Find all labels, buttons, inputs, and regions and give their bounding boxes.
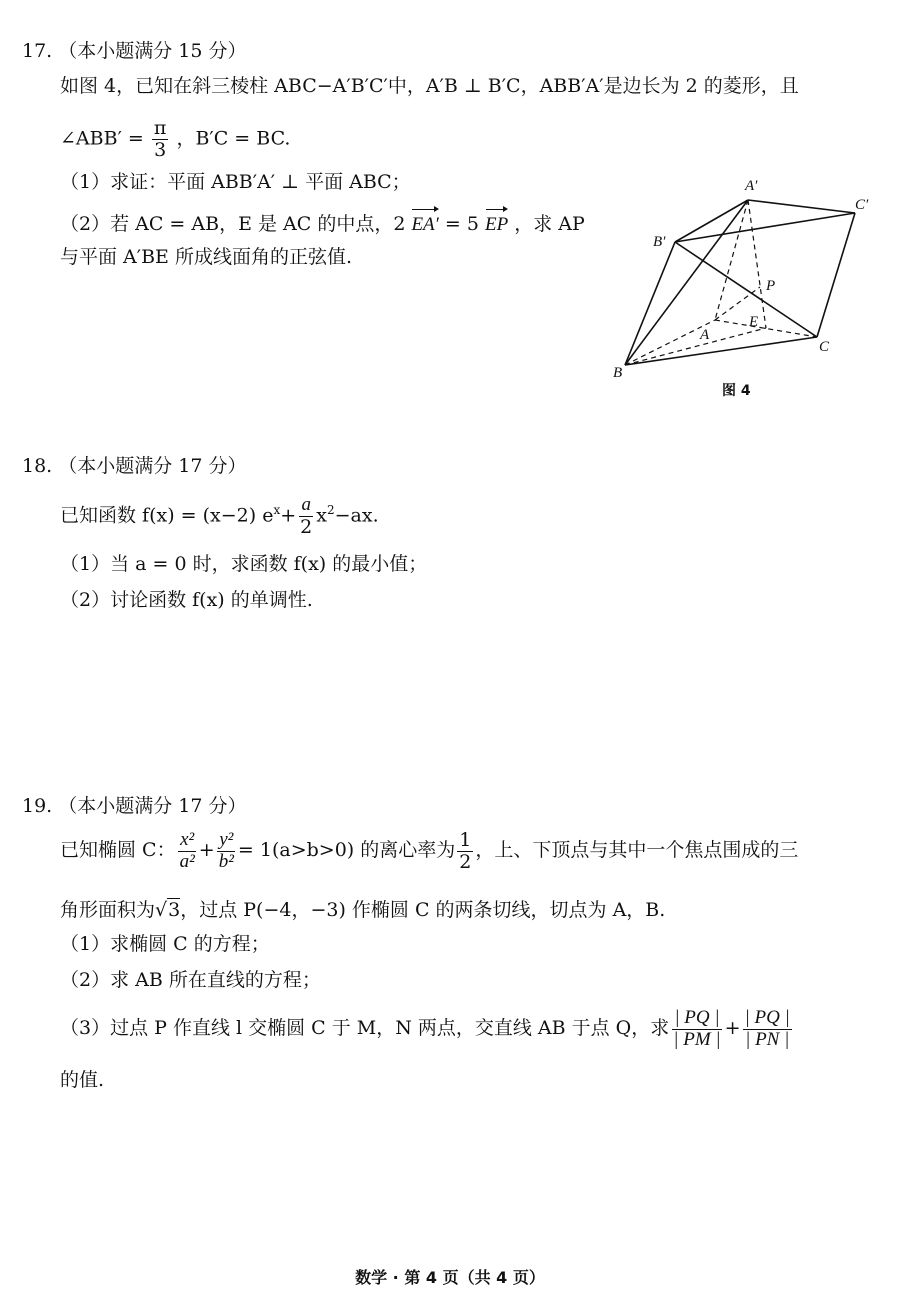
q18-stem-exp: x [273,503,281,517]
q19-header [22,792,247,820]
q18-header [22,452,247,480]
page-footer: 数学 · 第 4 页（共 4 页） [355,1268,545,1287]
q17-score: （本小题满分 15 分） [58,40,247,62]
q19-part3-f2-num: | PQ | [744,1006,790,1028]
q19-number: 19. [22,795,53,817]
q17-stem-rest: ，B′C = BC. [176,127,291,150]
q19-stem-line1 [60,826,798,874]
q19-part3-line2: 的值. [60,1069,105,1091]
q17-part2-line1 [60,210,585,239]
q19-line2-b: ，过点 P(−4，−3) 作椭圆 C 的两条切线，切点为 A，B. [180,899,666,921]
figure-caption: 图 4 [722,383,751,399]
q19-stem-c: ，上、下顶点与其中一个焦点围成的三 [475,839,799,861]
q17-stem-line2 [60,118,290,161]
q19-sqrt-value: 3 [168,899,181,921]
q17-frac-num: π [153,117,167,139]
q17-frac-den: 3 [154,138,167,161]
q18-part1: （1）当 a = 0 时，求函数 f(x) 的最小值； [60,553,428,575]
q17-header [22,37,247,65]
label-P: P [766,278,776,294]
q19-part3-frac2 [743,1008,792,1051]
q19-part2: （2）求 AB 所在直线的方程； [60,969,321,991]
edge-A1E-hidden [748,200,766,328]
q17-part2-c: ，求 AP [514,213,585,235]
q18-score: （本小题满分 17 分） [58,455,247,477]
label-C: C [819,339,830,355]
q19-plus: + [198,839,215,861]
q19-part3-plus: + [724,1017,741,1039]
q17-part2-b: = 5 [444,213,479,235]
label-A1: A′ [745,178,758,194]
q19-stem-b: = 1(a>b>0) 的离心率为 [237,839,456,861]
q19-frac1-num: x² [180,828,195,850]
label-B: B [613,365,623,380]
edge-BC [625,337,817,365]
q19-part3-f1-num: | PQ | [674,1006,720,1028]
label-B1: B′ [653,234,666,250]
q18-stem-c: −ax. [334,504,379,527]
q19-frac2-den: b² [218,850,234,872]
q18-stem-a: 已知函数 f(x) = (x−2) e [60,504,274,527]
q18-frac-den: 2 [300,515,313,538]
edge-B1C [675,242,817,337]
q19-stem-line2 [60,896,665,924]
q18-stem [60,490,379,538]
edge-BE-hidden [625,328,766,365]
edge-B1B [625,242,675,365]
q19-part3-frac1 [671,1008,722,1051]
label-A: A [700,327,710,343]
q17-angle-fraction [152,118,169,161]
edge-A1C1 [748,200,855,213]
q19-frac1-den: a² [179,850,195,872]
edge-A1A-hidden [715,200,748,320]
label-C1: C′ [855,197,869,213]
q19-line2-a: 角形面积为 [60,899,156,921]
q19-stem-a: 已知椭圆 C： [60,839,176,861]
q18-frac-num: a [301,493,311,515]
edge-C1C [817,213,855,337]
q18-number: 18. [22,455,53,477]
q19-part1: （1）求椭圆 C 的方程； [60,933,270,955]
q19-frac1 [178,830,197,873]
q19-score: （本小题满分 17 分） [58,795,247,817]
q18-stem-b-exp: 2 [326,503,335,517]
prism-figure [605,170,890,380]
q19-part3-f1-den: | PM | [673,1028,721,1050]
q17-angle: ∠ABB′ = [60,127,144,150]
q19-ecc-frac [457,830,473,873]
q17-vector-EP: EP [485,211,508,239]
q17-stem-line1: 如图 4，已知在斜三棱柱 ABC−A′B′C′中，A′B ⊥ B′C，ABB′A′是边长为 2 的菱形，且 [60,75,799,97]
q18-stem-plus: + [280,504,297,527]
q18-part2: （2）讨论函数 f(x) 的单调性. [60,589,313,611]
q18-fraction [298,495,314,538]
q17-part2-a: （2）若 AC = AB，E 是 AC 的中点，2 [60,213,406,235]
edge-A1B [625,200,748,365]
q19-part3-a: （3）过点 P 作直线 l 交椭圆 C 于 M，N 两点，交直线 AB 于点 Q，求 [60,1017,670,1039]
q18-stem-b: x [316,504,327,527]
q17-number: 17. [22,40,53,62]
q17-vector-EA1: EA′ [411,211,438,239]
q19-frac2 [217,830,236,873]
sqrt-sign: √ [155,899,168,921]
q19-part3-line1 [60,1004,794,1052]
label-E: E [749,314,759,330]
edge-B1C1 [675,213,855,242]
q19-part3-f2-den: | PN | [745,1028,790,1050]
q19-ecc-den: 2 [459,850,472,873]
q19-ecc-num: 1 [459,828,472,851]
q17-part2-line2: 与平面 A′BE 所成线面角的正弦值. [60,246,352,268]
q17-part1: （1）求证：平面 ABB′A′ ⊥ 平面 ABC； [60,171,411,193]
q19-frac2-num: y² [219,828,234,850]
